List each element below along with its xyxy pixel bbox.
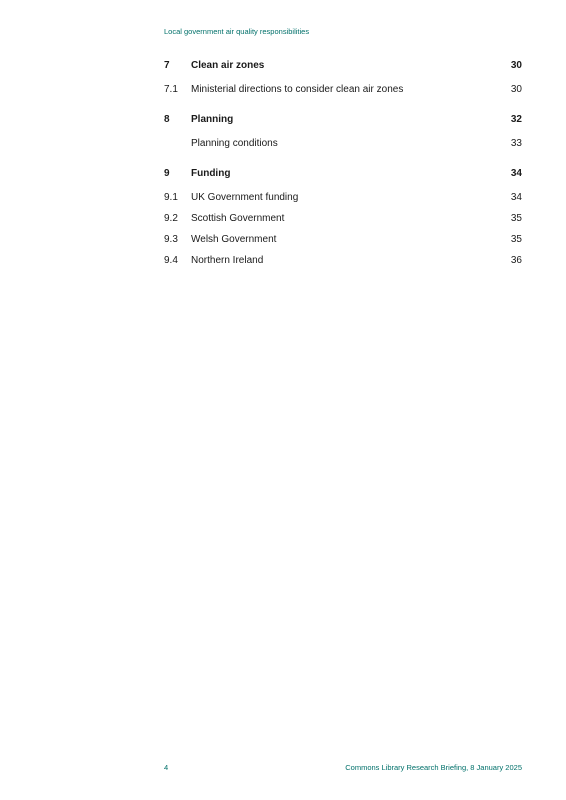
toc-title: Funding bbox=[191, 168, 231, 179]
toc-entry[interactable] bbox=[164, 138, 522, 159]
toc-title: Clean air zones bbox=[191, 60, 265, 71]
toc-entry[interactable] bbox=[164, 114, 522, 135]
toc-entry[interactable] bbox=[164, 255, 522, 276]
toc-page: 34 bbox=[510, 192, 522, 203]
toc-title: UK Government funding bbox=[191, 192, 299, 203]
toc-number: 9.1 bbox=[164, 192, 178, 203]
toc-title: Planning conditions bbox=[191, 138, 278, 149]
toc-number: 9.4 bbox=[164, 255, 178, 266]
toc-entry[interactable] bbox=[164, 213, 522, 234]
toc-page: 34 bbox=[510, 168, 522, 179]
toc-number: 9.3 bbox=[164, 234, 178, 245]
toc-title: Northern Ireland bbox=[191, 255, 264, 266]
footer-source: Commons Library Research Briefing, 8 January 2025 bbox=[345, 763, 522, 772]
toc-number: 9.2 bbox=[164, 213, 178, 224]
toc-number: 7 bbox=[164, 60, 170, 71]
toc-page: 32 bbox=[510, 114, 522, 125]
toc-entry[interactable] bbox=[164, 168, 522, 189]
toc-title: Scottish Government bbox=[191, 213, 285, 224]
toc-title: Ministerial directions to consider clean air zones bbox=[191, 84, 404, 95]
toc-number: 8 bbox=[164, 114, 170, 125]
toc-page: 35 bbox=[510, 213, 522, 224]
toc-number: 7.1 bbox=[164, 84, 178, 95]
toc-number: 9 bbox=[164, 168, 170, 179]
toc-page: 30 bbox=[510, 84, 522, 95]
toc-entry[interactable] bbox=[164, 234, 522, 255]
toc-page: 30 bbox=[510, 60, 522, 71]
toc-entry[interactable] bbox=[164, 84, 522, 105]
toc-page: 36 bbox=[510, 255, 522, 266]
toc-entry[interactable] bbox=[164, 60, 522, 81]
toc-page: 35 bbox=[510, 234, 522, 245]
toc-title: Planning bbox=[191, 114, 234, 125]
table-of-contents bbox=[164, 60, 522, 276]
running-header: Local government air quality responsibilities bbox=[164, 27, 310, 36]
toc-page: 33 bbox=[510, 138, 522, 149]
toc-entry[interactable] bbox=[164, 192, 522, 213]
toc-title: Welsh Government bbox=[191, 234, 277, 245]
footer-page-number: 4 bbox=[164, 763, 169, 772]
